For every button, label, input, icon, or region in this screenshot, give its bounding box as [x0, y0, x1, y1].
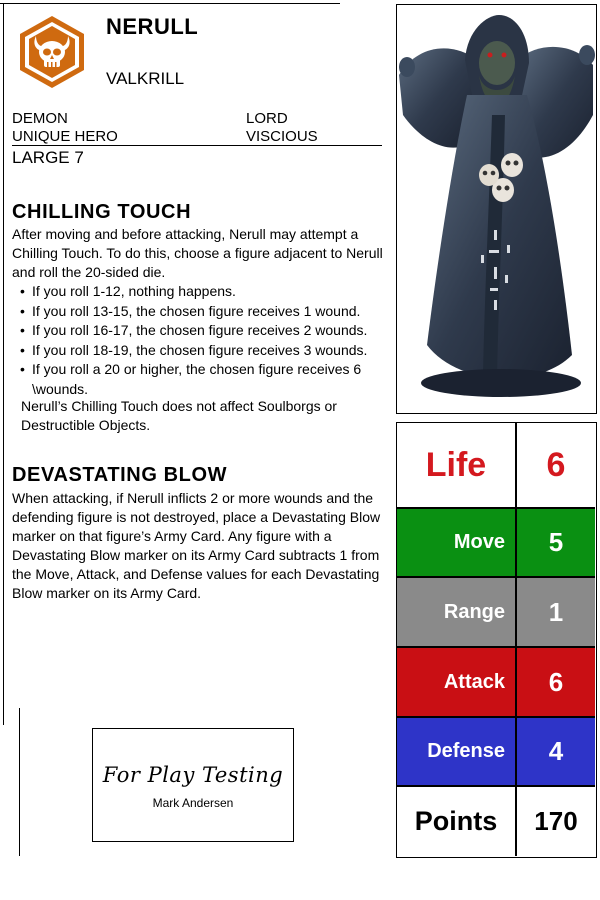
stat-value-attack: 6	[548, 666, 564, 697]
chilling-touch-roll-list	[20, 282, 385, 399]
attribute-type: DEMON	[12, 110, 68, 127]
top-border-line	[0, 3, 340, 4]
attribute-personality: LORD	[246, 110, 288, 127]
list-item: • If you roll 1-12, nothing happens.	[20, 282, 385, 302]
stat-row-move	[397, 509, 595, 578]
list-item: • If you roll 16-17, the chosen figure receives 2 wounds.	[20, 321, 385, 341]
card-species: VALKRILL	[106, 69, 185, 88]
stat-label-attack: Attack	[397, 648, 517, 716]
stat-row-points	[397, 787, 595, 856]
stat-value-points: 170	[534, 806, 578, 836]
attribute-rarity: UNIQUE HERO	[12, 128, 118, 145]
figure-image	[396, 4, 597, 414]
stat-row-life	[397, 423, 595, 509]
play-testing-stamp	[92, 728, 294, 842]
list-item: • If you roll a 20 or higher, the chosen figure receives 6 \wounds.	[20, 360, 385, 399]
stat-label-range: Range	[397, 578, 517, 646]
stat-row-range	[397, 578, 595, 648]
list-item: • If you roll 13-15, the chosen figure receives 1 wound.	[20, 302, 385, 322]
power-title-chilling-touch: CHILLING TOUCH	[12, 201, 192, 223]
power-note-chilling-touch: Nerull’s Chilling Touch does not affect Soulborgs or Destructible Objects.	[21, 398, 337, 433]
skull-icon	[14, 14, 90, 90]
list-item: • If you roll 18-19, the chosen figure receives 3 wounds.	[20, 341, 385, 361]
stat-value-defense: 4	[548, 736, 564, 766]
stat-label-defense: Defense	[397, 718, 517, 785]
left-border-line	[3, 3, 4, 725]
stat-value-range: 1	[548, 596, 564, 627]
stat-value-move: 5	[548, 527, 564, 557]
stamp-title: For Play Testing	[102, 763, 284, 787]
stat-row-defense	[397, 718, 595, 787]
stat-label-life: Life	[397, 423, 517, 507]
attribute-divider	[12, 145, 382, 146]
power-text-chilling-touch: After moving and before attacking, Nerull may attempt a Chilling Touch. To do this, choose a figure adjacent to Nerull and roll the 20-sided die.	[12, 226, 383, 280]
power-title-devastating-blow: DEVASTATING BLOW	[12, 464, 228, 486]
stat-row-attack	[397, 648, 595, 718]
power-text-devastating-blow: When attacking, if Nerull inflicts 2 or more wounds and the defending figure is not destroyed, place a Devastating Blow marker on that figure’s Army Card. Any figure with a Devastating Blow marker on its Army Card subtracts 1 from the Move, Attack, and Defense values for each Devastating Blow marker on its Army Card.	[12, 490, 381, 601]
size-label: LARGE 7	[12, 148, 84, 167]
stat-label-move: Move	[397, 509, 517, 576]
left-border-line-lower	[19, 708, 20, 856]
stat-label-points: Points	[397, 787, 517, 856]
card-name: NERULL	[106, 14, 199, 39]
stat-value-life: 6	[546, 445, 566, 484]
stat-table	[396, 422, 597, 858]
attribute-temperament: VISCIOUS	[246, 128, 318, 145]
stamp-author: Mark Andersen	[152, 796, 234, 810]
